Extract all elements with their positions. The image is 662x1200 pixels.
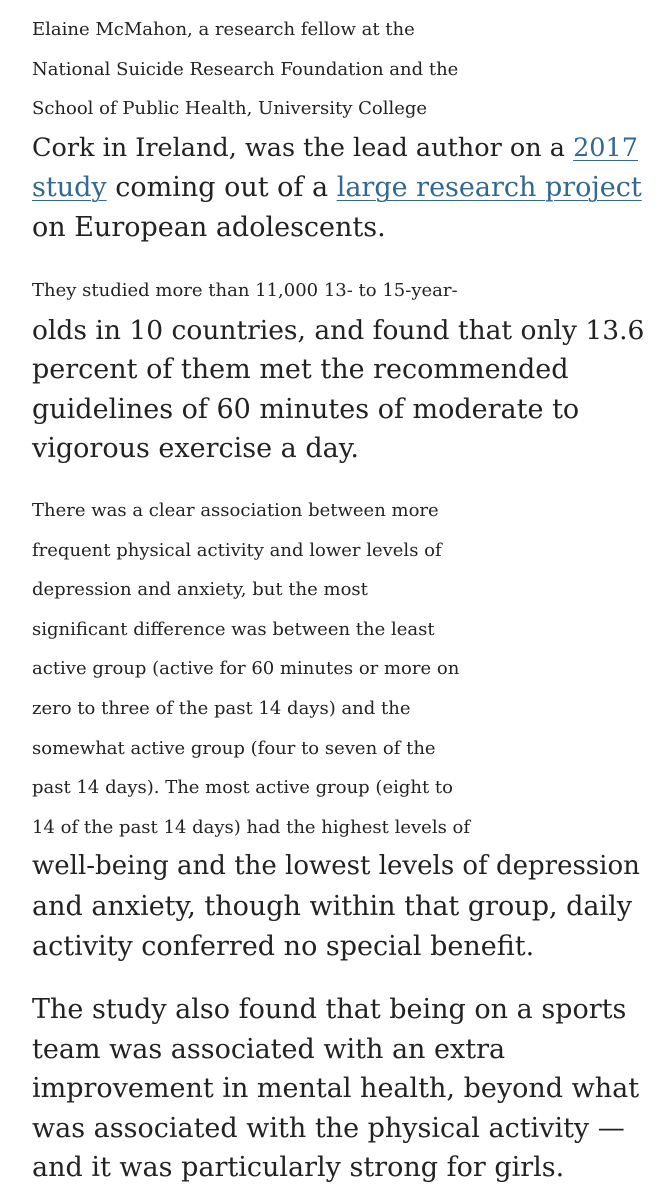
text-line: School of Public Health, University College — [32, 98, 428, 120]
text-line: vigorous exercise a day. — [32, 433, 359, 465]
paragraph-activity-association — [32, 491, 640, 966]
text-line: frequent physical activity and lower levels of — [32, 539, 442, 561]
text-line: and anxiety, though within that group, daily — [32, 890, 633, 922]
text-segment: Cork in Ireland, was the lead author on a — [32, 132, 574, 163]
text-line: on European adolescents. — [32, 211, 386, 243]
text-line: depression and anxiety, but the most — [32, 579, 368, 601]
text-line: There was a clear association between more — [32, 500, 439, 521]
text-line: The study also found that being on a sports — [32, 994, 627, 1025]
text-line: well-being and the lowest levels of depression — [32, 851, 640, 882]
text-line — [32, 129, 642, 169]
text-line — [32, 168, 642, 208]
text-line: significant difference was between the least — [32, 618, 435, 640]
paragraph-sports-team — [32, 990, 639, 1188]
text-line: They studied more than 11,000 13- to 15-year- — [32, 280, 458, 301]
text-line: and it was particularly strong for girls. — [32, 1152, 565, 1184]
paragraph-study-findings — [32, 271, 644, 469]
text-line: somewhat active group (four to seven of the — [32, 737, 436, 759]
text-line: percent of them met the recommended — [32, 354, 569, 386]
text-line: 14 of the past 14 days) had the highest levels of — [32, 816, 471, 838]
text-line: active group (active for 60 minutes or more on — [32, 658, 460, 680]
text-line: activity conferred no special benefit. — [32, 930, 535, 962]
paragraph-mcmahon-study — [32, 10, 642, 248]
text-line: olds in 10 countries, and found that only 13.6 — [32, 314, 645, 346]
text-line: zero to three of the past 14 days) and the — [32, 697, 411, 719]
text-line: guidelines of 60 minutes of moderate to — [32, 393, 580, 425]
text-line: improvement in mental health, beyond what — [32, 1073, 640, 1105]
text-line: Elaine McMahon, a research fellow at the — [32, 19, 415, 40]
text-line: National Suicide Research Foundation and the — [32, 58, 459, 80]
text-line: team was associated with an extra — [32, 1033, 506, 1065]
link-2017-study[interactable]: 2017 — [573, 132, 638, 163]
link-large-research-project[interactable]: large research project — [336, 172, 642, 204]
text-line: past 14 days). The most active group (eight to — [32, 777, 453, 799]
text-line: was associated with the physical activity — — [32, 1112, 625, 1144]
link-2017-study-continued[interactable]: study — [32, 172, 107, 204]
text-segment: coming out of a — [106, 172, 337, 204]
